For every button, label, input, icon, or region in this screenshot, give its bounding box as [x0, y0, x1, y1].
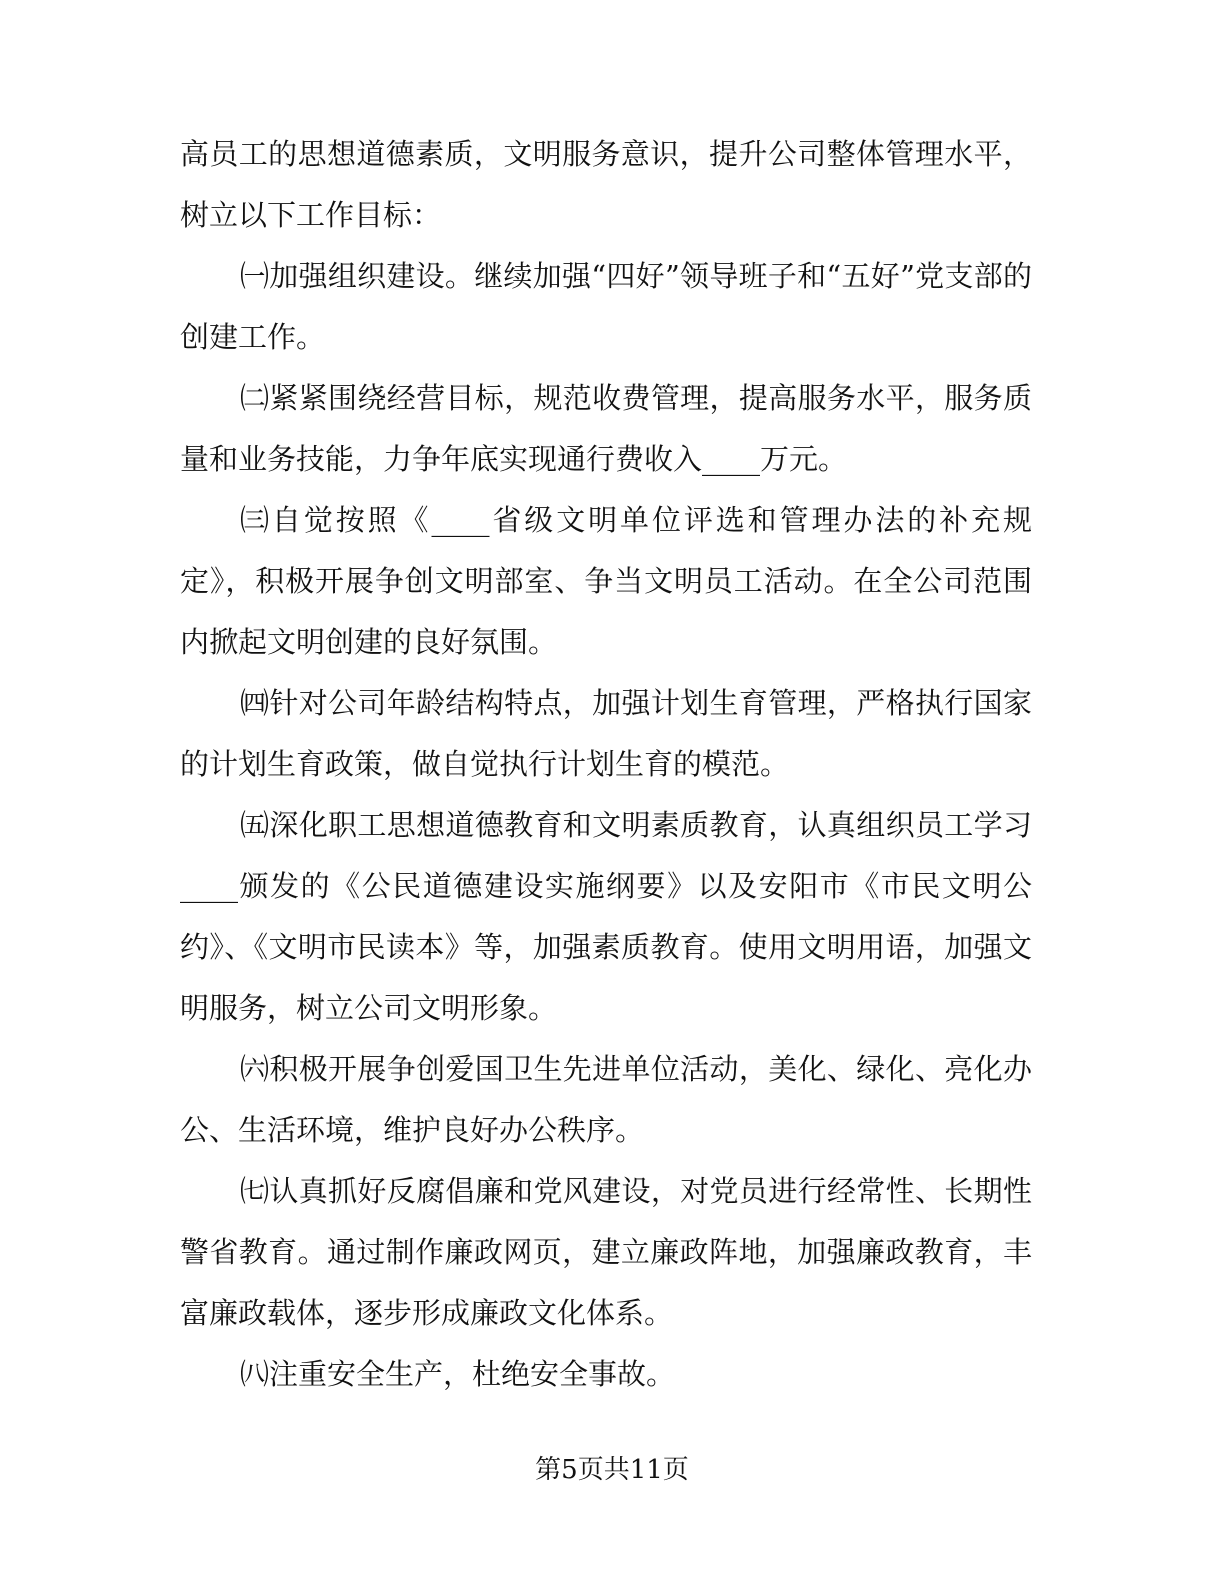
paragraph-item-2: ㈡紧紧围绕经营目标，规范收费管理，提高服务水平，服务质量和业务技能，力争年底实现通行费收入____万元。 [180, 381, 1032, 476]
paragraph-item-7: ㈦认真抓好反腐倡廉和党风建设，对党员进行经常性、长期性警省教育。通过制作廉政网页，建立廉政阵地，加强廉政教育，丰富廉政载体，逐步形成廉政文化体系。 [180, 1174, 1032, 1330]
document-body [180, 124, 1032, 1405]
paragraph-item-1: ㈠加强组织建设。继续加强“四好”领导班子和“五好”党支部的创建工作。 [180, 259, 1032, 354]
paragraph-item-5: ㈤深化职工思想道德教育和文明素质教育，认真组织员工学习____颁发的《公民道德建设实施纲要》以及安阳市《市民文明公约》、《文明市民读本》等，加强素质教育。使用文明用语，加强文明服务，树立公司文明形象。 [180, 808, 1032, 1025]
paragraph-item-6: ㈥积极开展争创爱国卫生先进单位活动，美化、绿化、亮化办公、生活环境，维护良好办公秩序。 [180, 1052, 1032, 1147]
paragraph-item-8: ㈧注重安全生产，杜绝安全事故。 [240, 1357, 676, 1391]
paragraph-item-3: ㈢自觉按照《____省级文明单位评选和管理办法的补充规定》，积极开展争创文明部室、争当文明员工活动。在全公司范围内掀起文明创建的良好氛围。 [180, 503, 1032, 659]
paragraph-item-4: ㈣针对公司年龄结构特点，加强计划生育管理，严格执行国家的计划生育政策，做自觉执行计划生育的模范。 [180, 686, 1032, 781]
paragraph-intro: 高员工的思想道德素质，文明服务意识，提升公司整体管理水平，树立以下工作目标： [180, 137, 1032, 232]
page-number-footer: 第5页共11页 [535, 1455, 689, 1485]
